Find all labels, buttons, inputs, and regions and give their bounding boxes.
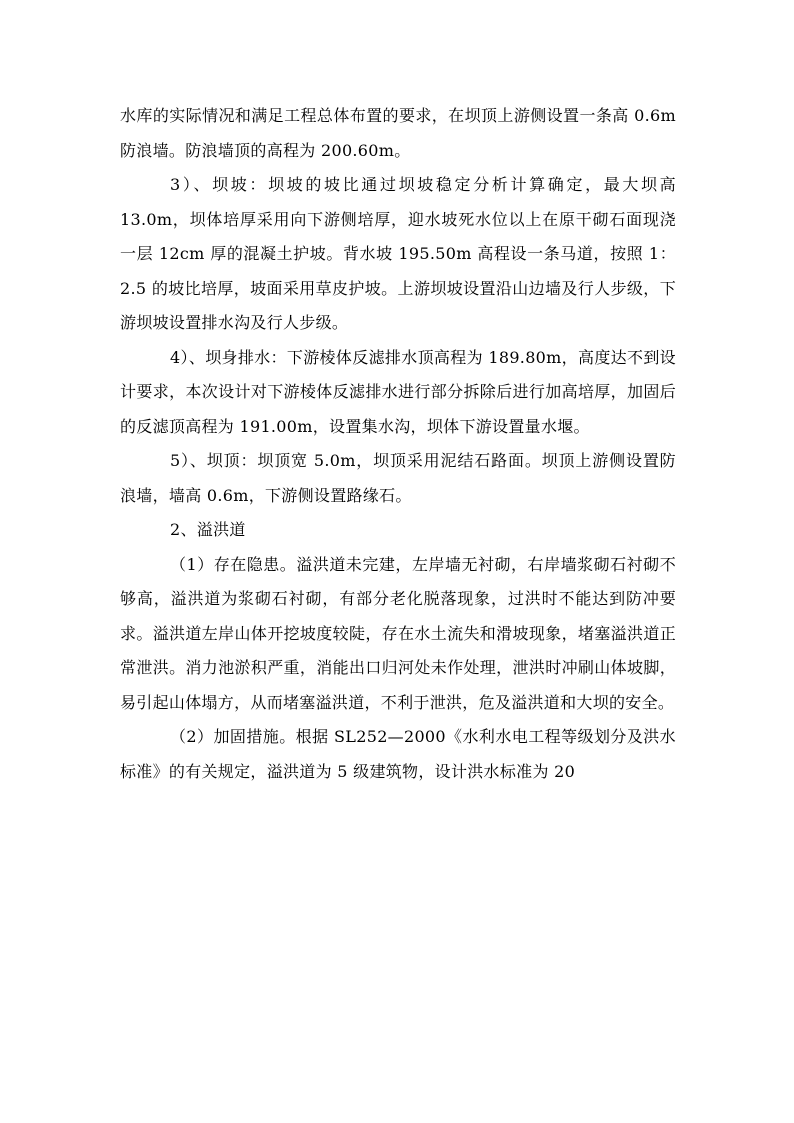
paragraph-dam-crest: 5）、坝顶：坝顶宽 5.0m，坝顶采用泥结石路面。坝顶上游侧设置防浪墙，墙高 0.6m，下游侧设置路缘石。 [120,451,676,505]
section-heading-spillway: 2、溢洪道 [170,520,246,539]
document-body [120,99,676,789]
paragraph-spillway-hazards: （1）存在隐患。溢洪道未完建，左岸墙无衬砌，右岸墙浆砌石衬砌不够高，溢洪道为浆砌石衬砌，有部分老化脱落现象，过洪时不能达到防冲要求。溢洪道左岸山体开挖坡度较陡，存在水土流失和滑坡现象，堵塞溢洪道正常泄洪。消力池淤积严重，消能出口归河处未作处理，泄洪时冲刷山体坡脚，易引起山体塌方，从而堵塞溢洪道，不利于泄洪，危及溢洪道和大坝的安全。 [120,554,676,712]
paragraph-dam-slope: 3）、坝坡：坝坡的坡比通过坝坡稳定分析计算确定，最大坝高 13.0m，坝体培厚采用向下游侧培厚，迎水坡死水位以上在原干砌石面现浇一层 12cm 厚的混凝土护坡。背水坡 195.50m 高程设一条马道，按照 1：2.5 的坡比培厚，坡面采用草皮护坡。上游坝坡设置沿山边墙及行人步级，下游坝坡设置排水沟及行人步级。 [120,175,676,332]
paragraph-continuation: 水库的实际情况和满足工程总体布置的要求，在坝顶上游侧设置一条高 0.6m 防浪墙。防浪墙顶的高程为 200.60m。 [120,106,676,160]
paragraph-spillway-reinforcement: （2）加固措施。根据 SL252—2000《水利水电工程等级划分及洪水标准》的有关规定，溢洪道为 5 级建筑物，设计洪水标准为 20 [120,727,676,781]
paragraph-dam-drainage: 4）、坝身排水：下游棱体反滤排水顶高程为 189.80m，高度达不到设计要求，本次设计对下游棱体反滤排水进行部分拆除后进行加高培厚，加固后的反滤顶高程为 191.00m，设置集水沟，坝体下游设置量水堰。 [120,347,676,436]
